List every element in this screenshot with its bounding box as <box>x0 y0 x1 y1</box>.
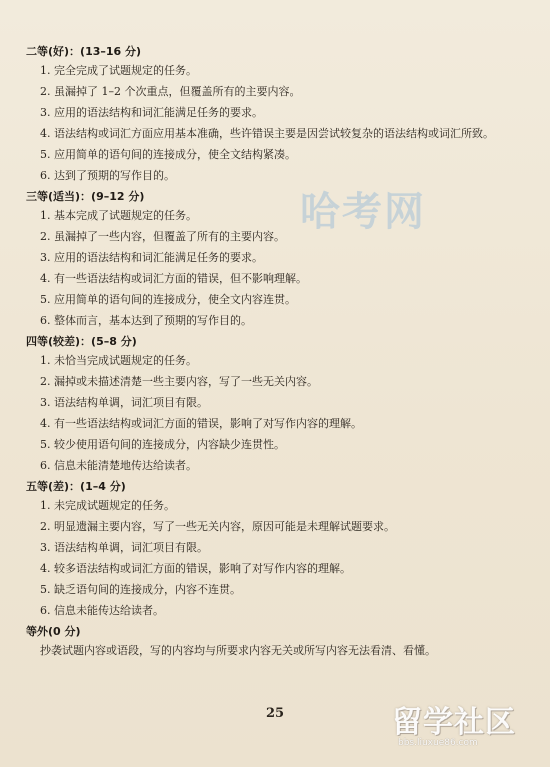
criterion-item: 4. 较多语法结构或词汇方面的错误，影响了对写作内容的理解。 <box>40 562 351 575</box>
criterion-item: 4. 语法结构或词汇方面应用基本准确，些许错误主要是因尝试较复杂的语法结构或词汇所致。 <box>40 127 494 140</box>
criterion-item: 3. 语法结构单调，词汇项目有限。 <box>40 541 208 554</box>
grade-heading: 等外(0 分) <box>26 625 81 638</box>
criterion-item: 2. 漏掉或未描述清楚一些主要内容，写了一些无关内容。 <box>40 375 318 388</box>
criterion-item: 2. 虽漏掉了一些内容，但覆盖了所有的主要内容。 <box>40 230 285 243</box>
criterion-item: 3. 应用的语法结构和词汇能满足任务的要求。 <box>40 106 263 119</box>
grade-section-4 <box>26 334 536 474</box>
criterion-item: 5. 应用简单的语句间的连接成分，使全文结构紧凑。 <box>40 148 296 161</box>
criterion-item: 4. 有一些语法结构或词汇方面的错误，影响了对写作内容的理解。 <box>40 417 362 430</box>
criterion-item: 3. 语法结构单调，词汇项目有限。 <box>40 396 208 409</box>
watermark-liuxue-logo <box>392 706 542 748</box>
criterion-item: 抄袭试题内容或语段，写的内容均与所要求内容无关或所写内容无法看清、看懂。 <box>40 644 436 657</box>
watermark-url: bbs.liuxue86.com <box>398 738 478 748</box>
grade-heading: 四等(较差)：(5–8 分) <box>26 335 137 348</box>
criterion-item: 6. 达到了预期的写作目的。 <box>40 169 175 182</box>
grade-section-3 <box>26 189 536 329</box>
grade-heading: 五等(差)：(1–4 分) <box>26 480 126 493</box>
grade-section-5 <box>26 479 536 619</box>
criterion-item: 3. 应用的语法结构和词汇能满足任务的要求。 <box>40 251 263 264</box>
criterion-item: 4. 有一些语法结构或词汇方面的错误，但不影响理解。 <box>40 272 307 285</box>
watermark-logo-text: 留学社区 <box>392 705 516 740</box>
criterion-item: 6. 整体而言，基本达到了预期的写作目的。 <box>40 314 252 327</box>
criterion-item: 2. 明显遗漏主要内容，写了一些无关内容，原因可能是未理解试题要求。 <box>40 520 395 533</box>
grade-section-2 <box>26 44 536 184</box>
grade-section-ungraded <box>26 624 536 659</box>
scoring-criteria <box>26 44 536 659</box>
criterion-item: 1. 未恰当完成试题规定的任务。 <box>40 354 197 367</box>
criterion-item: 1. 完全完成了试题规定的任务。 <box>40 64 197 77</box>
grade-heading: 三等(适当)：(9–12 分) <box>26 190 145 203</box>
criterion-item: 5. 缺乏语句间的连接成分，内容不连贯。 <box>40 583 241 596</box>
criterion-item: 6. 信息未能清楚地传达给读者。 <box>40 459 197 472</box>
criterion-item: 2. 虽漏掉了 1–2 个次重点，但覆盖所有的主要内容。 <box>40 85 301 98</box>
criterion-item: 6. 信息未能传达给读者。 <box>40 604 164 617</box>
criterion-item: 1. 基本完成了试题规定的任务。 <box>40 209 197 222</box>
page-number: 25 <box>265 706 285 721</box>
criterion-item: 1. 未完成试题规定的任务。 <box>40 499 175 512</box>
grade-heading: 二等(好)：(13–16 分) <box>26 45 142 58</box>
watermark-haokaowang: 哈考网 <box>300 189 426 235</box>
criterion-item: 5. 应用简单的语句间的连接成分，使全文内容连贯。 <box>40 293 296 306</box>
criterion-item: 5. 较少使用语句间的连接成分，内容缺少连贯性。 <box>40 438 285 451</box>
